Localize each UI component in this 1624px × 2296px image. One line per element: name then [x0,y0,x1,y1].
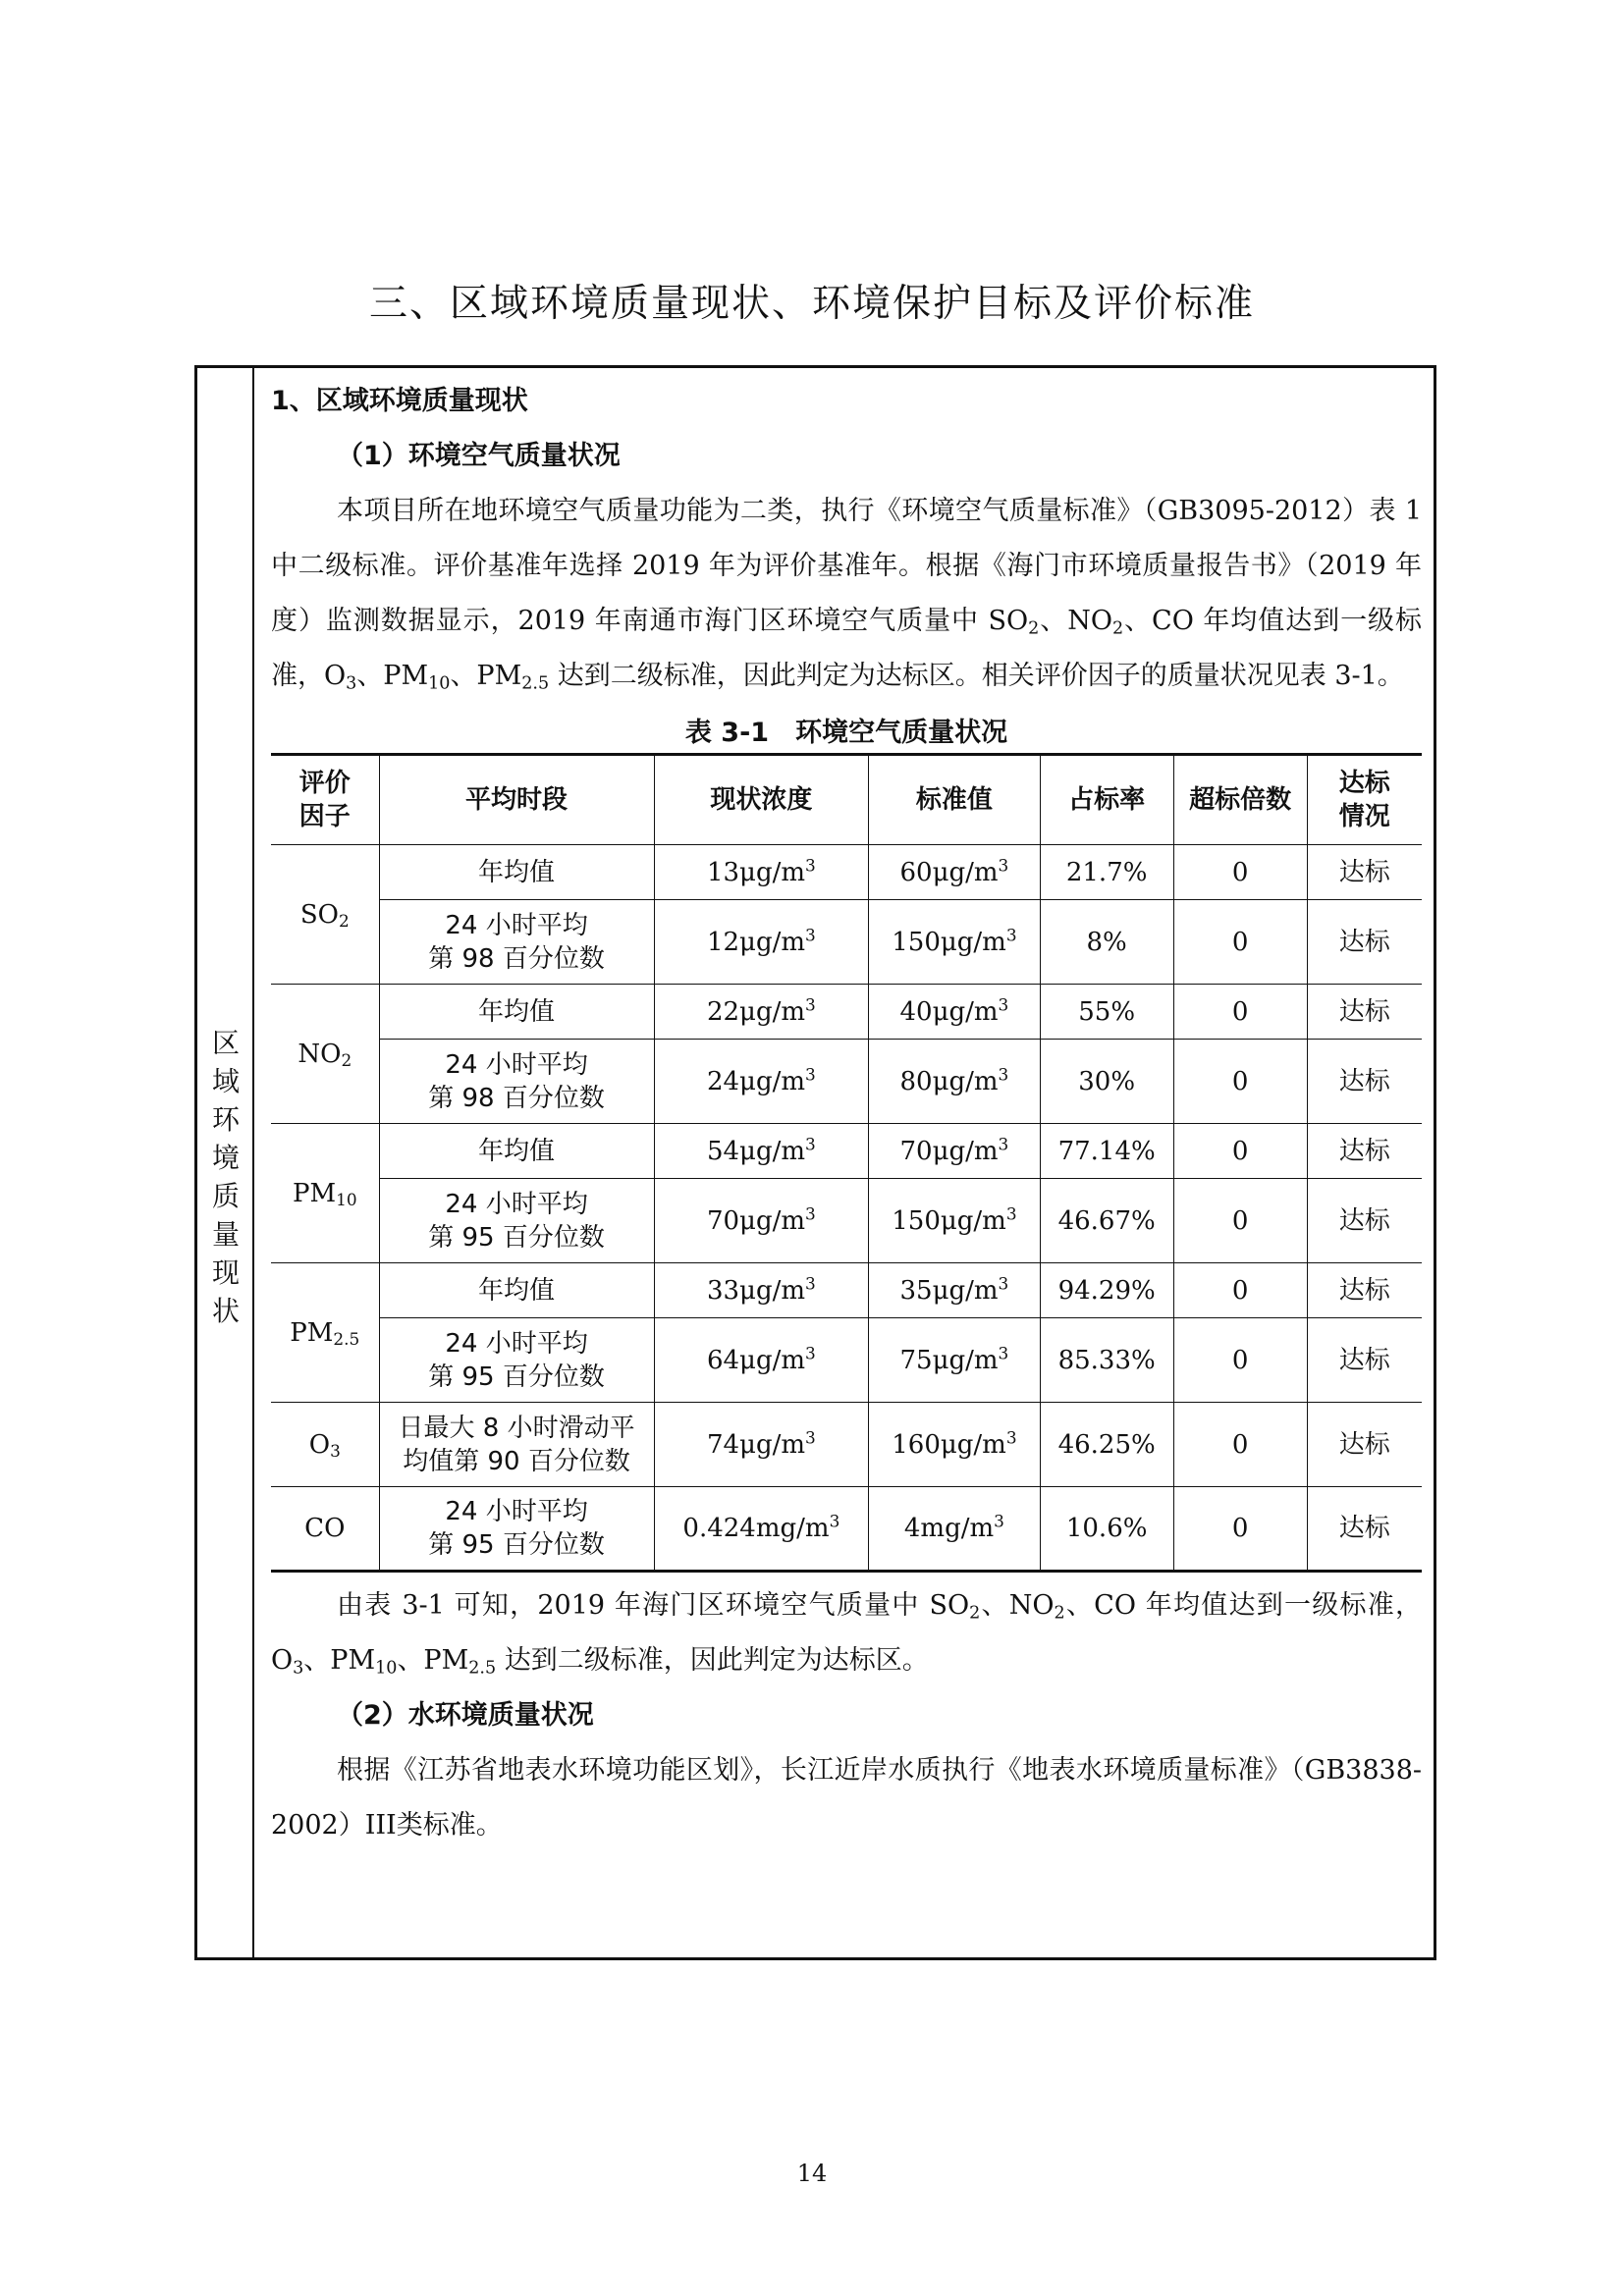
factor-name: NO [298,1039,342,1069]
factor-subscript: 2.5 [333,1328,360,1349]
unit-exponent: 3 [805,1064,816,1085]
unit-exponent: 3 [805,1203,816,1224]
concentration-cell [654,845,869,900]
standard-cell-value: 40μg/m [899,996,999,1027]
factor-name: SO [299,899,339,930]
status-cell: 达标 [1307,900,1422,985]
factor-subscript: 10 [336,1189,357,1209]
exceed-cell: 0 [1173,1124,1307,1179]
period-cell [379,845,654,900]
standard-cell-value: 70μg/m [899,1136,999,1166]
concentration-cell-value: 13μg/m [706,857,806,887]
exceed-cell: 0 [1173,1318,1307,1403]
exceed-cell: 0 [1173,1487,1307,1572]
side-label-char: 域 [211,1065,240,1097]
ratio-cell: 94.29% [1040,1263,1173,1318]
text-line: 第 98 百分位数 [428,943,605,974]
status-cell: 达标 [1307,1318,1422,1403]
factor-cell [271,1403,379,1487]
side-label [197,1024,254,1330]
header-status [1307,755,1422,845]
table-row [271,1263,1422,1318]
standard-cell [869,985,1040,1040]
ratio-cell: 77.14% [1040,1124,1173,1179]
unit-exponent: 3 [998,855,1009,876]
subsection-heading-air: （1）环境空气质量状况 [337,441,621,471]
header-ratio: 占标率 [1040,755,1173,845]
text-line: 年均值 [478,996,556,1027]
page-title: 三、区域环境质量现状、环境保护目标及评价标准 [368,282,1255,326]
ratio-cell: 10.6% [1040,1487,1173,1572]
status-cell: 达标 [1307,845,1422,900]
unit-exponent: 3 [998,1064,1009,1085]
air-quality-table [271,753,1422,1573]
ratio-cell: 46.67% [1040,1179,1173,1263]
exceed-cell: 0 [1173,845,1307,900]
text-line: 年均值 [478,1136,556,1166]
status-cell: 达标 [1307,1179,1422,1263]
text-line: 第 95 百分位数 [428,1222,605,1253]
exceed-cell: 0 [1173,1263,1307,1318]
unit-exponent: 3 [805,1134,816,1154]
unit-exponent: 3 [829,1511,840,1531]
factor-subscript: 2 [338,910,350,931]
unit-exponent: 3 [1005,925,1017,945]
period-cell [379,1124,654,1179]
standard-cell [869,1124,1040,1179]
period-cell [379,1487,654,1572]
concentration-cell [654,1403,869,1487]
concentration-cell-value: 74μg/m [706,1429,806,1460]
factor-cell [271,1124,379,1263]
table-caption: 表 3-1 环境空气质量状况 [684,718,1008,748]
text-line: 因子 [298,802,351,831]
standard-cell-value: 150μg/m [892,927,1006,957]
factor-name: PM [290,1317,334,1348]
table-row [271,900,1422,985]
standard-cell [869,1263,1040,1318]
section-heading: 1、区域环境质量现状 [271,386,528,416]
ratio-cell: 21.7% [1040,845,1173,900]
standard-cell [869,845,1040,900]
concentration-cell [654,1263,869,1318]
main-content [271,374,1422,1853]
side-label-char: 状 [211,1295,240,1327]
factor-subscript: 3 [330,1440,341,1461]
table-row [271,1318,1422,1403]
page-number: 14 [796,2160,828,2187]
side-label-char: 量 [211,1218,240,1251]
standard-cell-value: 160μg/m [892,1429,1006,1460]
concentration-cell-value: 22μg/m [706,996,806,1027]
text-line: 评价 [298,769,351,798]
period-cell [379,985,654,1040]
exceed-cell: 0 [1173,1179,1307,1263]
period-cell [379,1403,654,1487]
side-label-char: 现 [211,1256,240,1289]
conclusion-paragraph: 由表 3-1 可知，2019 年海门区环境空气质量中 $SO_2$、$NO_2$、CO 年均值达到一级标准，$O_3$、$PM_{10}$、$PM_{2.5}$ 达到二级标准，因此判定为达标区。 [271,1590,1423,1679]
text-line: 年均值 [478,857,556,887]
factor-cell [271,845,379,985]
standard-cell-value: 75μg/m [899,1345,999,1375]
standard-cell-value: 35μg/m [899,1275,999,1306]
exceed-cell: 0 [1173,985,1307,1040]
period-cell [379,1179,654,1263]
status-cell: 达标 [1307,1487,1422,1572]
ratio-cell: 46.25% [1040,1403,1173,1487]
factor-cell [271,985,379,1124]
unit-exponent: 3 [805,1343,816,1363]
factor-name: O [308,1429,331,1460]
table-row [271,985,1422,1040]
status-cell: 达标 [1307,985,1422,1040]
table-row [271,1124,1422,1179]
concentration-cell [654,1318,869,1403]
table-row [271,845,1422,900]
side-column [197,368,254,1957]
table-row [271,1040,1422,1124]
unit-exponent: 3 [1005,1427,1017,1448]
factor-subscript: 2 [341,1049,352,1070]
content-frame [194,365,1436,1960]
concentration-cell-value: 54μg/m [706,1136,806,1166]
exceed-cell: 0 [1173,1040,1307,1124]
unit-exponent: 3 [805,1427,816,1448]
text-line: 24 小时平均 [445,1189,588,1219]
concentration-cell-value: 70μg/m [706,1205,806,1236]
concentration-cell-value: 12μg/m [706,927,806,957]
concentration-cell-value: 64μg/m [706,1345,806,1375]
table-row [271,1403,1422,1487]
factor-name: PM [292,1178,337,1208]
side-label-char: 区 [211,1027,240,1059]
period-cell [379,1040,654,1124]
period-cell [379,1318,654,1403]
text-line: 达标 [1338,769,1390,798]
header-period: 平均时段 [379,755,654,845]
text-line: 情况 [1338,802,1390,831]
factor-name: CO [304,1514,346,1543]
standard-cell [869,1403,1040,1487]
ratio-cell: 85.33% [1040,1318,1173,1403]
header-factor [271,755,379,845]
text-line: 日最大 8 小时滑动平 [398,1413,635,1443]
header-standard: 标准值 [869,755,1040,845]
standard-cell-value: 80μg/m [899,1066,999,1096]
exceed-cell: 0 [1173,900,1307,985]
standard-cell [869,900,1040,985]
standard-cell [869,1040,1040,1124]
period-cell [379,1263,654,1318]
header-concentration: 现状浓度 [654,755,869,845]
side-label-char: 质 [211,1180,240,1212]
standard-cell [869,1179,1040,1263]
side-label-char: 环 [211,1103,240,1136]
standard-cell [869,1318,1040,1403]
side-label-char: 境 [211,1142,240,1174]
unit-exponent: 3 [805,855,816,876]
status-cell: 达标 [1307,1403,1422,1487]
unit-exponent: 3 [998,1273,1009,1294]
concentration-cell [654,1040,869,1124]
water-paragraph: 根据《江苏省地表水环境功能区划》，长江近岸水质执行《地表水环境质量标准》（GB3838-2002）III类标准。 [271,1755,1422,1841]
status-cell: 达标 [1307,1040,1422,1124]
unit-exponent: 3 [805,1273,816,1294]
unit-exponent: 3 [998,1343,1009,1363]
concentration-cell [654,1179,869,1263]
text-line: 24 小时平均 [445,910,588,940]
concentration-cell [654,900,869,985]
unit-exponent: 3 [805,994,816,1015]
ratio-cell: 30% [1040,1040,1173,1124]
factor-cell [271,1263,379,1403]
ratio-cell: 8% [1040,900,1173,985]
text-line: 第 98 百分位数 [428,1083,605,1113]
status-cell: 达标 [1307,1124,1422,1179]
text-line: 24 小时平均 [445,1049,588,1080]
text-line: 均值第 90 百分位数 [403,1446,630,1476]
period-cell [379,900,654,985]
unit-exponent: 3 [998,994,1009,1015]
unit-exponent: 3 [805,925,816,945]
table-row [271,1179,1422,1263]
intro-paragraph: 本项目所在地环境空气质量功能为二类，执行《环境空气质量标准》（GB3095-2012）表 1 中二级标准。评价基准年选择 2019 年为评价基准年。根据《海门市环境质量报告书》（2019 年度）监测数据显示，2019 年南通市海门区环境空气质量中 $SO_2$、$NO_2$、CO 年均值达到一级标准，$O_3$、$PM_{10}$、$PM_{2.5}$ 达到二级标准，因此判定为达标区。相关评价因子的质量状况见表 3-1。 [271,496,1422,694]
status-cell: 达标 [1307,1263,1422,1318]
concentration-cell [654,985,869,1040]
concentration-cell [654,1124,869,1179]
table-header-row [271,755,1422,845]
standard-cell-value: 4mg/m [903,1514,995,1543]
concentration-cell-value: 0.424mg/m [682,1514,830,1543]
standard-cell-value: 60μg/m [899,857,999,887]
table-row [271,1487,1422,1572]
unit-exponent: 3 [994,1511,1004,1531]
subsection-heading-water: （2）水环境质量状况 [337,1700,594,1731]
text-line: 第 95 百分位数 [428,1362,605,1392]
concentration-cell [654,1487,869,1572]
text-line: 24 小时平均 [445,1328,588,1359]
standard-cell-value: 150μg/m [892,1205,1006,1236]
ratio-cell: 55% [1040,985,1173,1040]
concentration-cell-value: 24μg/m [706,1066,806,1096]
concentration-cell-value: 33μg/m [706,1275,806,1306]
factor-cell [271,1487,379,1572]
standard-cell [869,1487,1040,1572]
header-exceed: 超标倍数 [1173,755,1307,845]
text-line: 第 95 百分位数 [428,1530,605,1560]
text-line: 24 小时平均 [445,1497,588,1526]
exceed-cell: 0 [1173,1403,1307,1487]
unit-exponent: 3 [998,1134,1009,1154]
text-line: 年均值 [478,1275,556,1306]
unit-exponent: 3 [1005,1203,1017,1224]
